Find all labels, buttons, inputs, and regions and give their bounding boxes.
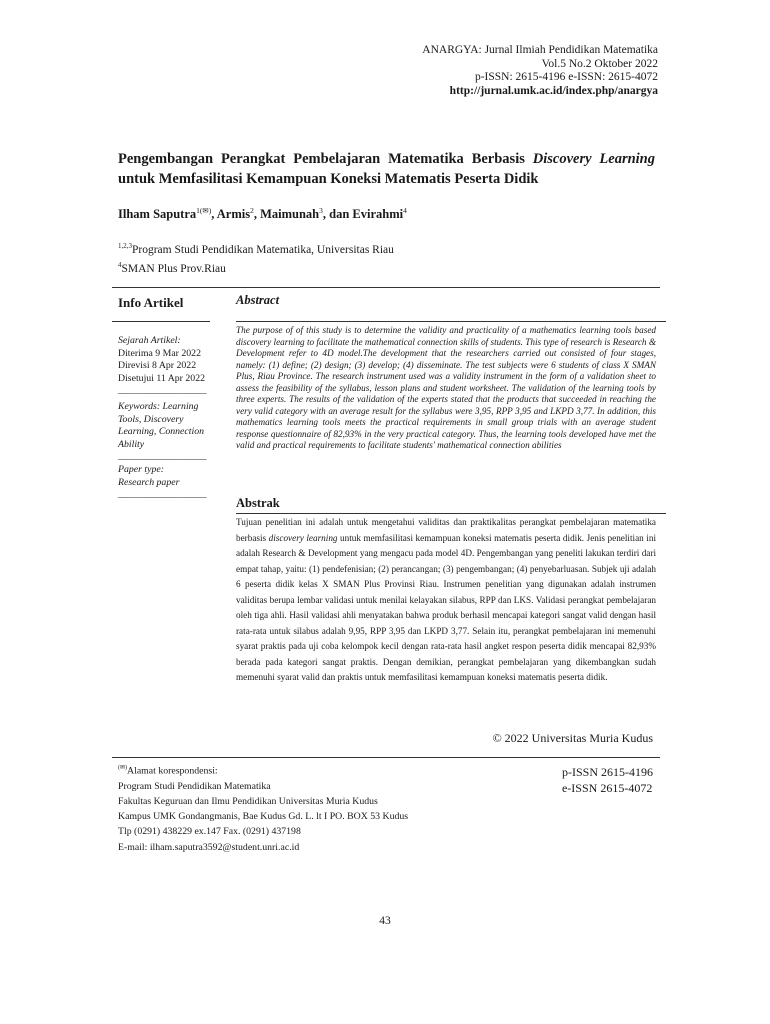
title-part-1: Pengembangan Perangkat Pembelajaran Matematika Berbasis	[118, 151, 533, 167]
abstrak-text-part-2: untuk memfasilitasi kemampuan koneksi matematis peserta didik. Jenis penelitian ini adalah Research & Development yang mengacu pada model 4D. Pengembangan yang peneliti lakukan terdiri dari empat tahap, yaitu: (1) pendefenisian; (2) perancangan; (3) pengembangan; (4) penyebarluasan. Subjek uji adalah 6 peserta didik kelas X SMAN Plus Provinsi Riau. Instrumen penelitian yang digunakan adalah instrumen validitas berupa lembar validasi untuk menilai kelayakan silabus, RPP dan LKS. Validasi perangkat pembelajaran oleh tiga ahli. Hasil validasi ahli menyatakan bahwa produk berhasil mencapai kategori sangat valid dengan hasil rata-rata untuk silabus adalah 9,95, RPP 3,95 dan LKPD 3,77. Selain itu, perangkat pembelajaran ini memenuhi syarat praktis pada uji coba kelompok kecil dengan rata-rata hasil angket respon peserta didik mencapai 82,93% berada pada kategori sangat praktis. Dengan demikian, perangkat pembelajaran yang dikembangkan sudah memenuhi syarat valid dan praktis untuk memfasilitasi kemampuan koneksi matematis peserta didik.	[236, 532, 656, 682]
issn-block	[562, 764, 653, 796]
top-divider	[112, 287, 660, 288]
accepted-date: Disetujui 11 Apr 2022	[118, 372, 205, 384]
author-sup: 2	[250, 206, 254, 215]
copyright-notice: © 2022 Universitas Muria Kudus	[492, 731, 653, 745]
electronic-issn: e-ISSN 2615-4072	[561, 781, 653, 795]
keywords-line: Tools, Discovery	[118, 413, 184, 425]
affiliation-sup: 4	[118, 260, 122, 269]
correspondence-label: Alamat korespondensi:	[127, 765, 218, 777]
affiliation-text: SMAN Plus Prov.Riau	[121, 262, 226, 275]
journal-volume: Vol.5 No.2 Oktober 2022	[541, 57, 658, 70]
title-italic-term: Discovery Learning	[532, 151, 655, 167]
author-sup: 4	[403, 206, 407, 215]
page-number: 43	[379, 915, 391, 927]
author-name: Ilham Saputra	[118, 207, 197, 222]
article-info-sidebar	[118, 335, 222, 502]
correspondence-label-line	[118, 761, 408, 779]
revised-date: Direvisi 8 Apr 2022	[118, 360, 197, 372]
history-label: Sejarah Artikel:	[118, 335, 181, 346]
received-date: Diterima 9 Mar 2022	[118, 347, 201, 359]
correspondence-email: E-mail: ilham.saputra3592@student.unri.ac.id	[118, 841, 300, 853]
affiliation-line	[118, 239, 394, 258]
affiliation-line	[118, 258, 394, 277]
abstrak-text-part-1: Tujuan penelitian ini adalah untuk mengetahui validitas dan praktikalitas perangkat pembelajaran matematika berbasis	[236, 517, 656, 543]
author-sup: 3	[319, 206, 323, 215]
info-artikel-heading: Info Artikel	[118, 295, 184, 310]
envelope-icon: (✉)	[118, 765, 128, 771]
author-name: Evirahmi	[352, 207, 404, 222]
keywords-line: Learning, Connection	[118, 426, 204, 438]
keywords-line: Keywords: Learning	[118, 400, 199, 412]
correspondence-block	[118, 761, 408, 855]
correspondence-line: Fakultas Keguruan dan Ilmu Pendidikan Universitas Muria Kudus	[118, 795, 378, 807]
abstrak-indonesian-text	[236, 515, 656, 686]
sidebar-separator: ____________________	[118, 451, 206, 463]
affiliation-text: Program Studi Pendidikan Matematika, Universitas Riau	[132, 243, 394, 256]
title-part-2: untuk Memfasilitasi Kemampuan Koneksi Matematis Peserta Didik	[118, 171, 539, 187]
abstract-english-text: The purpose of of this study is to determine the validity and practicality of a mathematics learning tools based discovery learning to facilitate the mathematical connection skills of students. This type of research is Research & Development refer to 4D model.The development that the researchers carried out consisted of four stages, namely: (1) define; (2) design; (3) develop; (4) disseminate. The test subjects were 6 students of class X SMAN Plus, Riau Province. The research instrument used was a validity instrument in the form of a validation sheet to assess the feasibility of the syllabus, lesson plans and student worksheet. The validation of the learning tools by three experts. The results of the validation of the experts stated that the products that succeeded in reaching the very valid category with an average result for the syllabus were 3,95, RPP 3,95 and LKPD 3,77. In addition, this mathematics learning tools meets the practical requirements in small group trials with an average student response questionnaire of 82,93% in the very practical category. Thus, the learning tools developed have met the valid and practical requirements to facilitate students' mathematical connection abilities	[236, 325, 656, 451]
journal-url-link[interactable]: http://jurnal.umk.ac.id/index.php/anargya	[449, 84, 658, 97]
journal-header	[422, 44, 658, 98]
keywords-line: Ability	[118, 438, 145, 450]
correspondence-line: Tlp (0291) 438229 ex.147 Fax. (0291) 437198	[118, 826, 301, 838]
affiliations	[118, 239, 394, 277]
author-separator: ,	[253, 207, 261, 222]
correspondence-line: Program Studi Pendidikan Matematika	[118, 780, 271, 792]
author-name: Armis	[216, 207, 251, 222]
paper-title	[118, 149, 655, 189]
author-separator: ,	[211, 207, 217, 222]
author-sup: 1(✉)	[196, 206, 212, 215]
abstract-divider	[236, 321, 666, 322]
correspondence-divider	[112, 757, 660, 758]
author-name: Maimunah	[260, 207, 320, 222]
abstract-heading: Abstract	[236, 293, 280, 307]
paper-type-label: Paper type:	[118, 463, 164, 475]
journal-issn: p-ISSN: 2615-4196 e-ISSN: 2615-4072	[474, 71, 658, 83]
sidebar-separator: ____________________	[118, 489, 206, 501]
author-separator: , dan	[322, 207, 353, 222]
print-issn: p-ISSN 2615-4196	[561, 765, 653, 779]
abstrak-italic-term: discovery learning	[268, 532, 338, 543]
correspondence-line: Kampus UMK Gondangmanis, Bae Kudus Gd. L. lt I PO. BOX 53 Kudus	[118, 811, 409, 823]
author-list	[118, 206, 407, 222]
affiliation-sup: 1,2,3	[118, 242, 132, 250]
info-divider	[112, 321, 210, 322]
journal-name: ANARGYA: Jurnal Ilmiah Pendidikan Matematika	[422, 44, 658, 56]
abstrak-divider	[236, 513, 666, 514]
abstrak-heading: Abstrak	[236, 496, 280, 510]
paper-type-value: Research paper	[118, 476, 180, 488]
sidebar-separator: ____________________	[118, 385, 206, 397]
